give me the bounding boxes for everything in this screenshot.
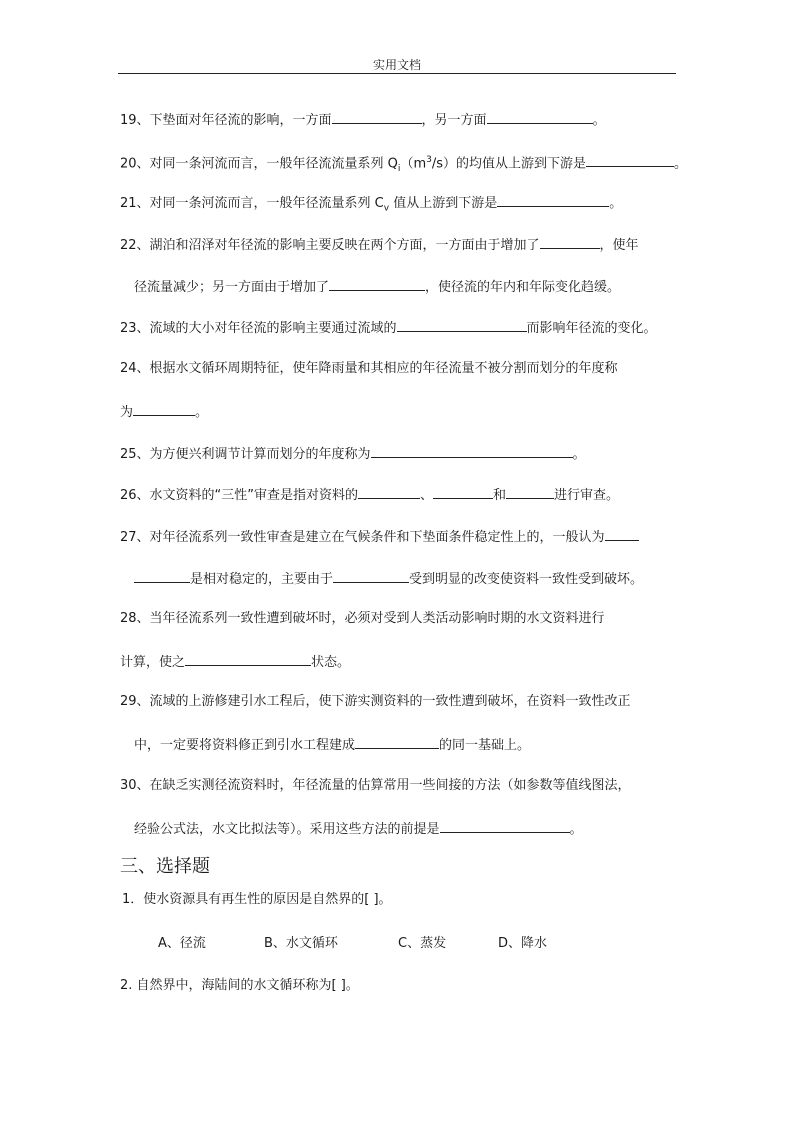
q30-blank[interactable] xyxy=(440,819,570,833)
question-20 xyxy=(120,151,687,178)
q26-blank-3[interactable] xyxy=(506,485,554,499)
q30-end: 。 xyxy=(569,822,583,837)
q25-text: 25、为方便兴利调节计算而划分的年度称为 xyxy=(120,447,371,462)
question-24-cont xyxy=(120,402,208,422)
header-title: 实用文档 xyxy=(372,58,421,72)
question-30-cont xyxy=(134,819,583,839)
q20-subscript: i xyxy=(397,163,401,174)
q21-text: 21、对同一条河流而言，一般年径流量系列 C xyxy=(120,196,384,211)
q24-text: 24、根据水文循环周期特征，使年降雨量和其相应的年径流量不被分割而划分的年度称 xyxy=(120,361,618,376)
q20-superscript: 3 xyxy=(426,155,432,165)
q26-sep-1: 、 xyxy=(420,488,434,503)
q24-text-2: 为 xyxy=(120,405,134,420)
q26-text-2: 进行审查。 xyxy=(554,488,620,503)
q22-text-3: 径流量减少；另一方面由于增加了 xyxy=(134,280,330,295)
question-22-cont xyxy=(134,277,620,297)
mc1-option-c[interactable]: C、蒸发 xyxy=(398,936,447,951)
q27-blank-2[interactable] xyxy=(333,569,409,583)
q24-end: 。 xyxy=(195,405,209,420)
q29-text: 29、流域的上游修建引水工程后，使下游实测资料的一致性遭到破坏，在资料一致性改正 xyxy=(120,694,631,709)
q30-text-2: 经验公式法，水文比拟法等）。采用这些方法的前提是 xyxy=(134,822,440,837)
mc1-option-d[interactable]: D、降水 xyxy=(498,936,548,951)
q19-text-2: ，另一方面 xyxy=(421,113,487,128)
q22-text-4: ，使径流的年内和年际变化趋缓。 xyxy=(425,280,621,295)
q19-text: 19、下垫面对年径流的影响，一方面 xyxy=(120,113,332,128)
question-22 xyxy=(120,235,639,255)
question-27-cont xyxy=(134,569,643,589)
q27-text-2: 是相对稳定的，主要由于 xyxy=(190,572,334,587)
question-25 xyxy=(120,444,586,464)
question-23 xyxy=(120,318,657,338)
q23-text-2: 而影响年径流的变化。 xyxy=(526,321,657,336)
question-26 xyxy=(120,485,619,505)
q27-blank-1b[interactable] xyxy=(134,569,190,583)
mc1-option-a[interactable]: A、径流 xyxy=(158,936,206,951)
mc-question-2: 2. 自然界中，海陆间的水文循环称为[ ]。 xyxy=(120,978,359,993)
q22-blank-2[interactable] xyxy=(329,277,425,291)
question-29 xyxy=(120,693,631,711)
q20-end: 。 xyxy=(674,156,688,172)
q30-text: 30、在缺乏实测径流资料时，年径流量的估算常用一些间接的方法（如参数等值线图法， xyxy=(120,778,631,793)
q25-end: 。 xyxy=(572,447,586,462)
section-title: 三、选择题 xyxy=(120,856,210,877)
question-29-cont xyxy=(134,735,530,755)
q19-blank-2[interactable] xyxy=(487,110,593,124)
q27-text: 27、对年径流系列一致性审查是建立在气候条件和下垫面条件稳定性上的，一般认为 xyxy=(120,530,605,545)
q20-text: 20、对同一条河流而言，一般年径流流量系列 Q xyxy=(120,156,398,172)
q26-sep-2: 和 xyxy=(493,488,507,503)
question-28 xyxy=(120,610,605,628)
question-21 xyxy=(120,193,622,218)
q21-subscript: v xyxy=(383,203,390,214)
q23-blank[interactable] xyxy=(397,318,527,332)
q27-text-3: 受到明显的改变使资料一致性受到破坏。 xyxy=(409,572,644,587)
mc-question-1: 1．使水资源具有再生性的原因是自然界的[ ]。 xyxy=(122,892,392,907)
question-19 xyxy=(120,110,606,130)
q28-text: 28、当年径流系列一致性遭到破坏时，必须对受到人类活动影响时期的水文资料进行 xyxy=(120,611,605,626)
q21-text-2: 值从上游到下游是 xyxy=(389,196,498,211)
q20-text-3: /s）的均值从上游到下游是 xyxy=(431,156,586,172)
q29-text-2: 中，一定要将资料修正到引水工程建成 xyxy=(134,738,356,753)
q28-text-2: 计算，使之 xyxy=(120,655,186,670)
q21-blank[interactable] xyxy=(497,193,609,207)
q27-blank-1a[interactable] xyxy=(605,527,639,541)
q23-text: 23、流域的大小对年径流的影响主要通过流域的 xyxy=(120,321,397,336)
q26-blank-2[interactable] xyxy=(433,485,493,499)
q22-blank-1[interactable] xyxy=(540,235,600,249)
q20-blank[interactable] xyxy=(586,153,674,167)
q26-blank-1[interactable] xyxy=(358,485,420,499)
mc1-option-b[interactable]: B、水文循环 xyxy=(264,936,338,951)
question-24 xyxy=(120,360,618,378)
q19-blank-1[interactable] xyxy=(332,110,422,124)
q28-text-3: 状态。 xyxy=(311,655,351,670)
q25-blank[interactable] xyxy=(371,444,573,458)
header-divider xyxy=(118,73,676,74)
q26-text: 26、水文资料的“三性”审查是指对资料的 xyxy=(120,488,359,503)
q21-end: 。 xyxy=(609,196,623,211)
question-27 xyxy=(120,527,639,547)
q22-text: 22、湖泊和沼泽对年径流的影响主要反映在两个方面，一方面由于增加了 xyxy=(120,238,540,253)
q29-text-3: 的同一基础上。 xyxy=(439,738,531,753)
question-28-cont xyxy=(120,652,350,672)
q22-text-2: ，使年 xyxy=(599,238,639,253)
q24-blank[interactable] xyxy=(133,402,195,416)
question-30 xyxy=(120,777,631,795)
q28-blank[interactable] xyxy=(185,652,311,666)
q19-end: 。 xyxy=(592,113,606,128)
q20-text-2: （m xyxy=(400,156,427,172)
q29-blank[interactable] xyxy=(355,735,439,749)
